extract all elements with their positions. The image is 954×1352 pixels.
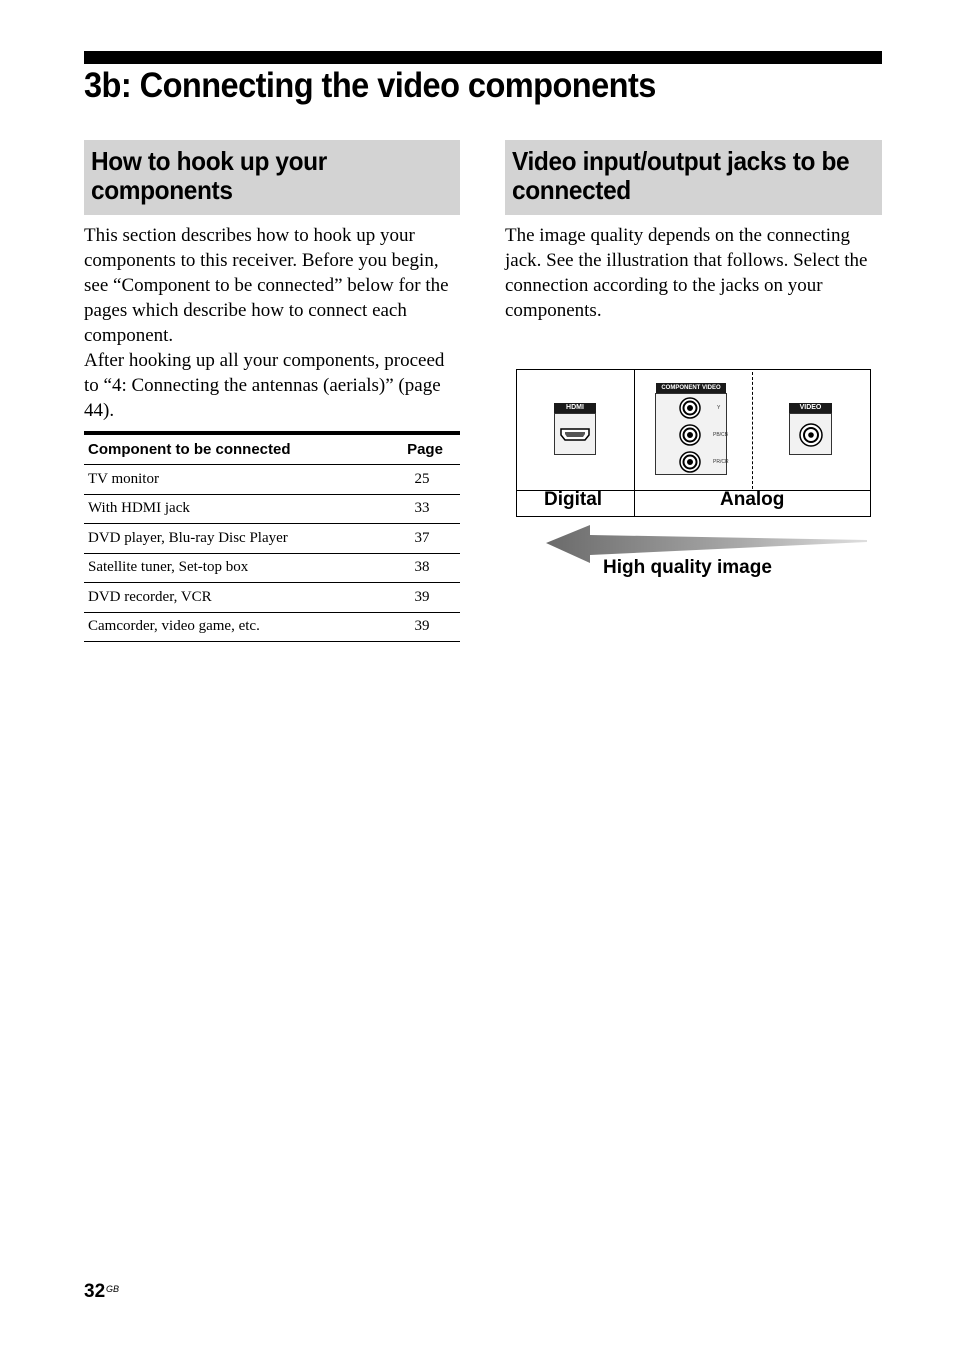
page-number: 32 <box>84 1281 106 1302</box>
table-cell-component: Camcorder, video game, etc. <box>84 612 390 642</box>
table-cell-page: 39 <box>390 612 460 642</box>
table-row <box>84 583 460 613</box>
jack-label-pb: PB/CB <box>713 432 729 438</box>
table-cell-component: With HDMI jack <box>84 494 390 524</box>
jack-label-y: Y <box>717 405 721 411</box>
hdmi-tag: HDMI <box>554 403 596 413</box>
rca-jacks-icon <box>678 394 712 474</box>
table-cell-page: 38 <box>390 553 460 583</box>
component-table <box>84 431 460 642</box>
table-cell-page: 39 <box>390 583 460 613</box>
video-jack-panel <box>789 413 832 455</box>
table-header-row <box>84 433 460 465</box>
high-quality-label: High quality image <box>603 557 772 578</box>
page-region: GB <box>106 1284 120 1294</box>
table-row <box>84 494 460 524</box>
title-rule <box>84 51 882 64</box>
table-cell-component: DVD player, Blu-ray Disc Player <box>84 524 390 554</box>
analog-label: Analog <box>720 489 785 510</box>
table-cell-page: 25 <box>390 465 460 495</box>
diagram-divider-digital <box>634 370 635 517</box>
digital-label: Digital <box>544 489 603 510</box>
component-jack-panel <box>655 393 727 475</box>
table-row <box>84 553 460 583</box>
hdmi-port-icon <box>555 414 595 454</box>
table-header-component: Component to be connected <box>84 433 390 465</box>
section-heading-jacks <box>505 140 882 215</box>
table-cell-page: 37 <box>390 524 460 554</box>
hookup-paragraph-1: This section describes how to hook up your components to this receiver. Before you begin, see “Component to be connected” below for the pages which describe how to connect each component. <box>84 225 449 346</box>
table-row <box>84 465 460 495</box>
table-cell-component: TV monitor <box>84 465 390 495</box>
hookup-paragraph-2: After hooking up all your components, proceed to “4: Connecting the antennas (aerials)” (page 44). <box>84 350 445 421</box>
section-heading-hookup <box>84 140 460 215</box>
rca-jack-icon <box>790 414 831 454</box>
video-tag: VIDEO <box>789 403 832 413</box>
table-row <box>84 524 460 554</box>
section-heading-hookup-text: How to hook up your components <box>91 146 327 205</box>
jack-quality-diagram <box>516 369 871 517</box>
table-cell-page: 33 <box>390 494 460 524</box>
page-title: 3b: Connecting the video components <box>84 66 656 105</box>
jacks-paragraph: The image quality depends on the connecting jack. See the illustration that follows. Select the connection according to the jacks on your components. <box>505 225 868 321</box>
table-row <box>84 612 460 642</box>
table-header-page: Page <box>390 433 460 465</box>
jack-label-pr: PR/CR <box>713 459 729 465</box>
hdmi-jack-panel <box>554 413 596 455</box>
component-video-tag: COMPONENT VIDEO <box>656 383 726 393</box>
diagram-divider-analog <box>752 372 753 489</box>
table-cell-component: Satellite tuner, Set-top box <box>84 553 390 583</box>
table-cell-component: DVD recorder, VCR <box>84 583 390 613</box>
section-heading-jacks-text: Video input/output jacks to be connected <box>512 146 850 205</box>
